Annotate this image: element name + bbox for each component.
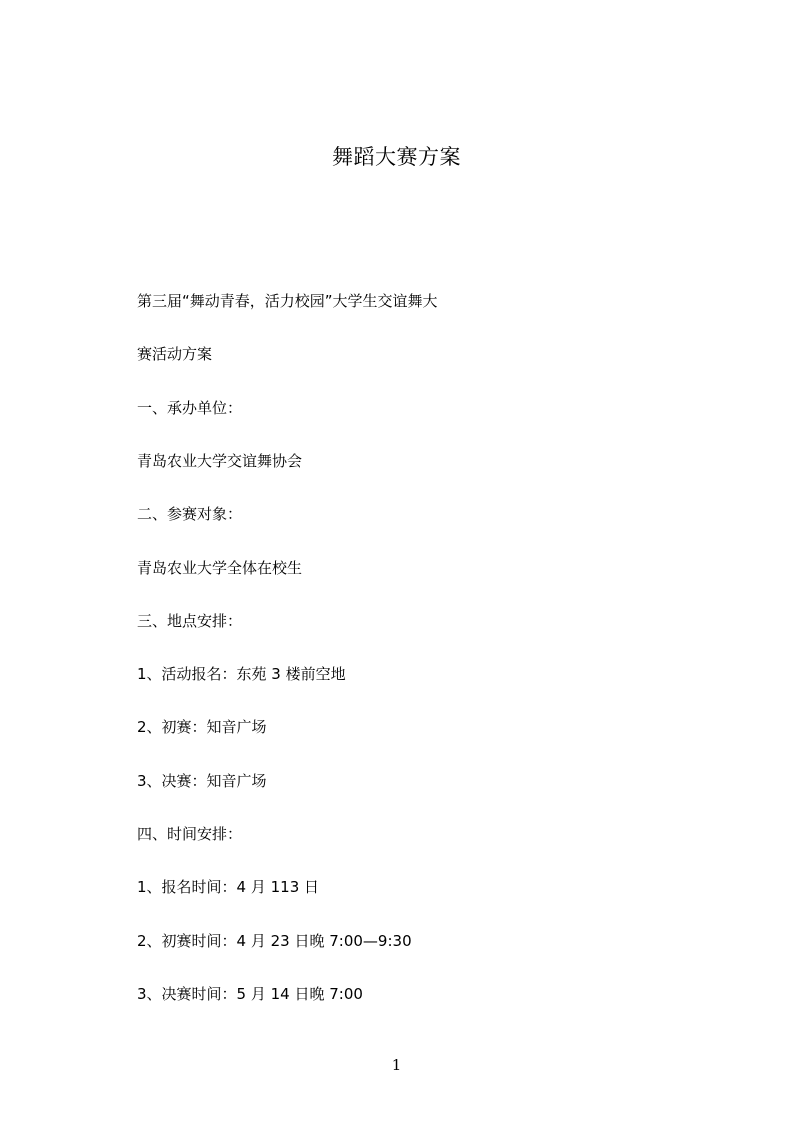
list-item-schedule-2: 2、初赛时间：4 月 23 日晚 7:00—9:30 — [137, 932, 412, 950]
document-title: 舞蹈大赛方案 — [332, 145, 461, 169]
list-item-schedule-1: 1、报名时间：4 月 113 日 — [137, 878, 320, 896]
section-heading-location: 三、地点安排： — [137, 612, 243, 630]
list-item-location-2: 2、初赛：知音广场 — [137, 718, 267, 736]
list-item-location-1: 1、活动报名：东苑 3 楼前空地 — [137, 665, 346, 683]
section-heading-participants: 二、参赛对象： — [137, 505, 243, 523]
list-item-schedule-3: 3、决赛时间：5 月 14 日晚 7:00 — [137, 985, 363, 1003]
paragraph-heading-line-2: 赛活动方案 — [137, 345, 213, 363]
section-heading-schedule: 四、时间安排： — [137, 825, 243, 843]
page-number: 1 — [391, 1056, 402, 1074]
section-heading-organizer: 一、承办单位： — [137, 399, 243, 417]
paragraph-organizer: 青岛农业大学交谊舞协会 — [137, 452, 303, 470]
paragraph-participants: 青岛农业大学全体在校生 — [137, 559, 303, 577]
paragraph-heading-line-1: 第三届“舞动青春，活力校园”大学生交谊舞大 — [137, 292, 438, 310]
list-item-location-3: 3、决赛：知音广场 — [137, 772, 267, 790]
